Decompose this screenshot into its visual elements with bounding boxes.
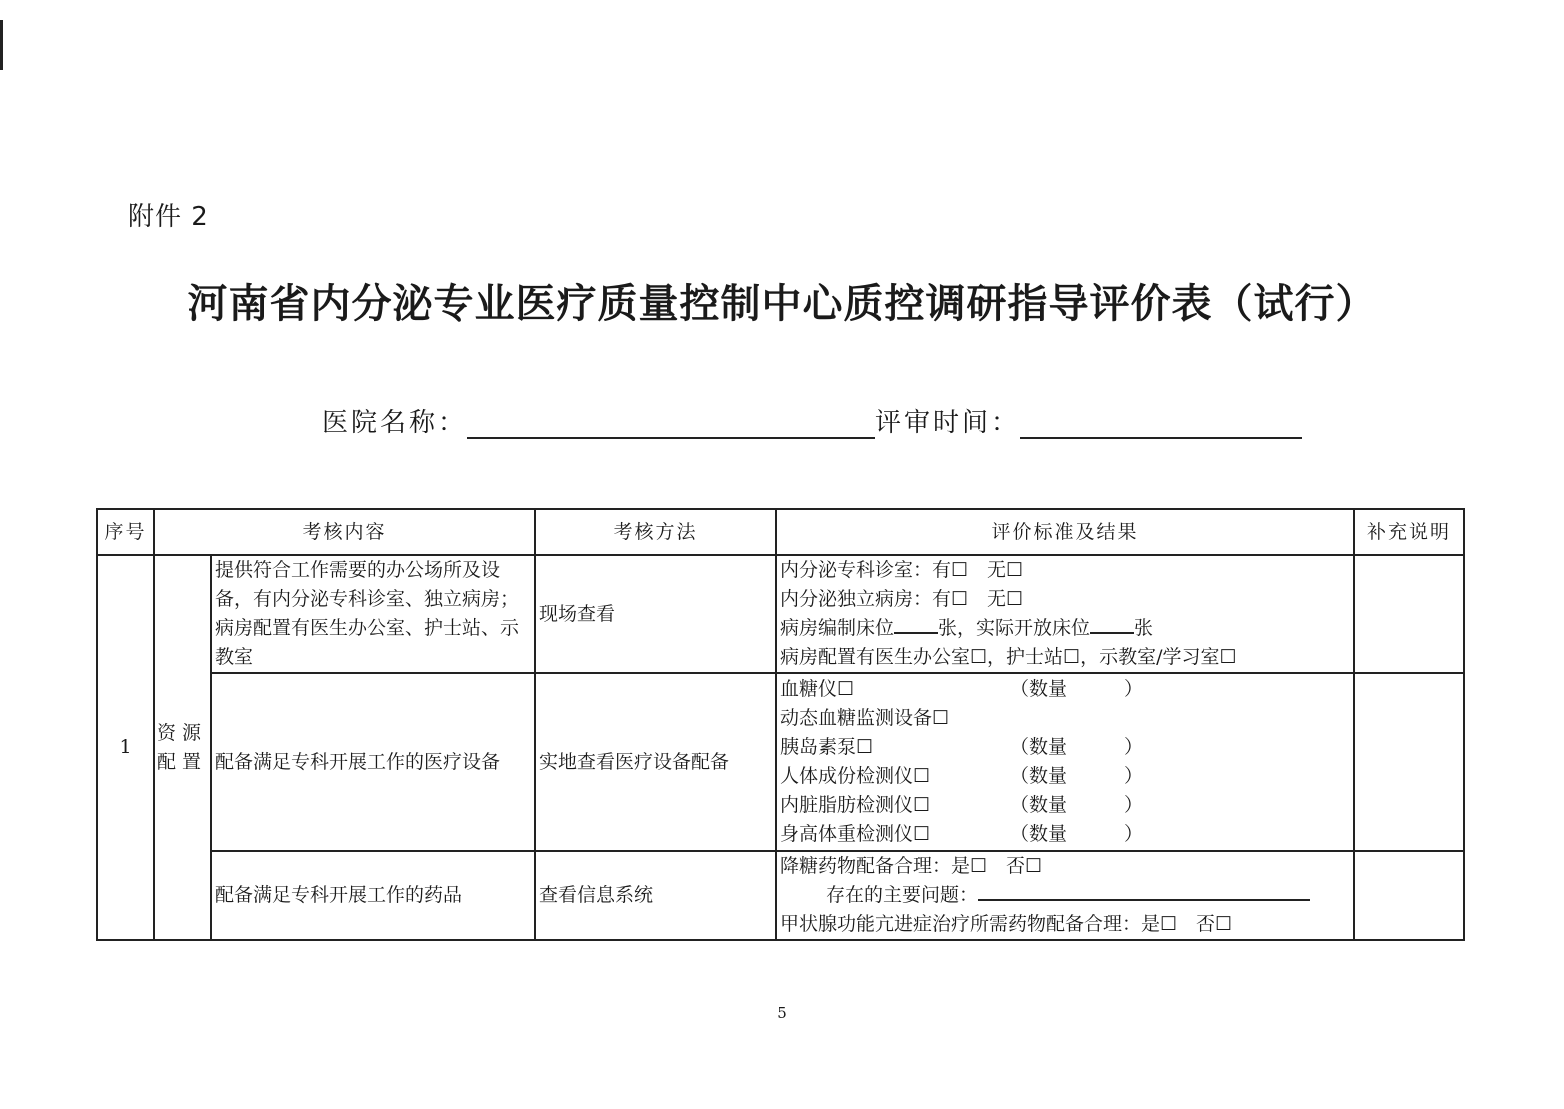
beds-planned-label: 病房编制床位 — [780, 617, 895, 639]
attachment-label: 附件 2 — [128, 202, 209, 232]
equipment-item — [780, 675, 1350, 704]
page-number: 5 — [777, 1004, 787, 1022]
equipment-qty: （数量 ） — [1010, 765, 1144, 787]
criteria-cell — [776, 851, 1354, 940]
beds-actual-label: 张，实际开放床位 — [938, 617, 1091, 639]
row-number: 1 — [97, 555, 154, 940]
category-cell — [154, 555, 211, 940]
content-cell: 配备满足专科开展工作的药品 — [211, 851, 535, 940]
criteria-line: 降糖药物配备合理：是☐ 否☐ — [780, 855, 1043, 877]
equipment-qty: （数量 ） — [1010, 678, 1144, 700]
beds-planned-field[interactable] — [894, 614, 938, 634]
main-issues-field[interactable] — [978, 881, 1310, 901]
scan-edge-mark — [0, 20, 3, 70]
equipment-name: 动态血糖监测设备☐ — [780, 707, 950, 729]
table-row — [97, 555, 1464, 673]
note-cell[interactable] — [1354, 673, 1464, 851]
form-meta — [322, 402, 1302, 439]
review-date-field[interactable] — [1020, 409, 1302, 439]
review-date-label: 评审时间： — [875, 408, 1021, 438]
method-cell: 实地查看医疗设备配备 — [535, 673, 776, 851]
table-row — [97, 673, 1464, 851]
criteria-line — [780, 614, 1350, 643]
criteria-line: 内分泌独立病房：有☐ 无☐ — [780, 588, 1024, 610]
header-notes: 补充说明 — [1354, 509, 1464, 555]
equipment-name: 内脏脂肪检测仪☐ — [780, 794, 931, 816]
table-header-row — [97, 509, 1464, 555]
criteria-line: 内分泌专科诊室：有☐ 无☐ — [780, 559, 1024, 581]
category-line-2: 配 置 — [157, 750, 202, 773]
header-criteria: 评价标准及结果 — [776, 509, 1354, 555]
content-cell: 配备满足专科开展工作的医疗设备 — [211, 673, 535, 851]
equipment-qty: （数量 ） — [1010, 736, 1144, 758]
equipment-qty: （数量 ） — [1010, 823, 1144, 845]
header-method: 考核方法 — [535, 509, 776, 555]
criteria-line: 病房配置有医生办公室☐，护士站☐，示教室/学习室☐ — [780, 646, 1237, 668]
criteria-line — [780, 881, 1350, 910]
equipment-name: 身高体重检测仪☐ — [780, 823, 931, 845]
note-cell[interactable] — [1354, 851, 1464, 940]
note-cell[interactable] — [1354, 555, 1464, 673]
equipment-name: 人体成份检测仪☐ — [780, 765, 931, 787]
evaluation-table — [96, 508, 1465, 941]
criteria-cell — [776, 555, 1354, 673]
category-line-1: 资 源 — [157, 721, 202, 744]
beds-actual-field[interactable] — [1090, 614, 1134, 634]
table-row — [97, 851, 1464, 940]
equipment-item — [780, 820, 1350, 849]
equipment-name: 胰岛素泵☐ — [780, 736, 874, 758]
equipment-name: 血糖仪☐ — [780, 678, 855, 700]
equipment-item — [780, 791, 1350, 820]
header-seq: 序号 — [97, 509, 154, 555]
criteria-cell — [776, 673, 1354, 851]
criteria-line: 甲状腺功能亢进症治疗所需药物配备合理：是☐ 否☐ — [780, 913, 1233, 935]
equipment-item — [780, 704, 1350, 733]
content-cell: 提供符合工作需要的办公场所及设备，有内分泌专科诊室、独立病房；病房配置有医生办公室、护士站、示教室 — [211, 555, 535, 673]
equipment-item — [780, 762, 1350, 791]
page-title: 河南省内分泌专业医疗质量控制中心质控调研指导评价表（试行） — [187, 280, 1377, 327]
header-content: 考核内容 — [154, 509, 535, 555]
main-issues-label: 存在的主要问题： — [826, 884, 979, 906]
beds-unit: 张 — [1134, 617, 1154, 639]
hospital-name-field[interactable] — [467, 409, 875, 439]
equipment-qty: （数量 ） — [1010, 794, 1144, 816]
method-cell: 查看信息系统 — [535, 851, 776, 940]
equipment-item — [780, 733, 1350, 762]
method-cell: 现场查看 — [535, 555, 776, 673]
hospital-name-label: 医院名称： — [322, 408, 468, 438]
